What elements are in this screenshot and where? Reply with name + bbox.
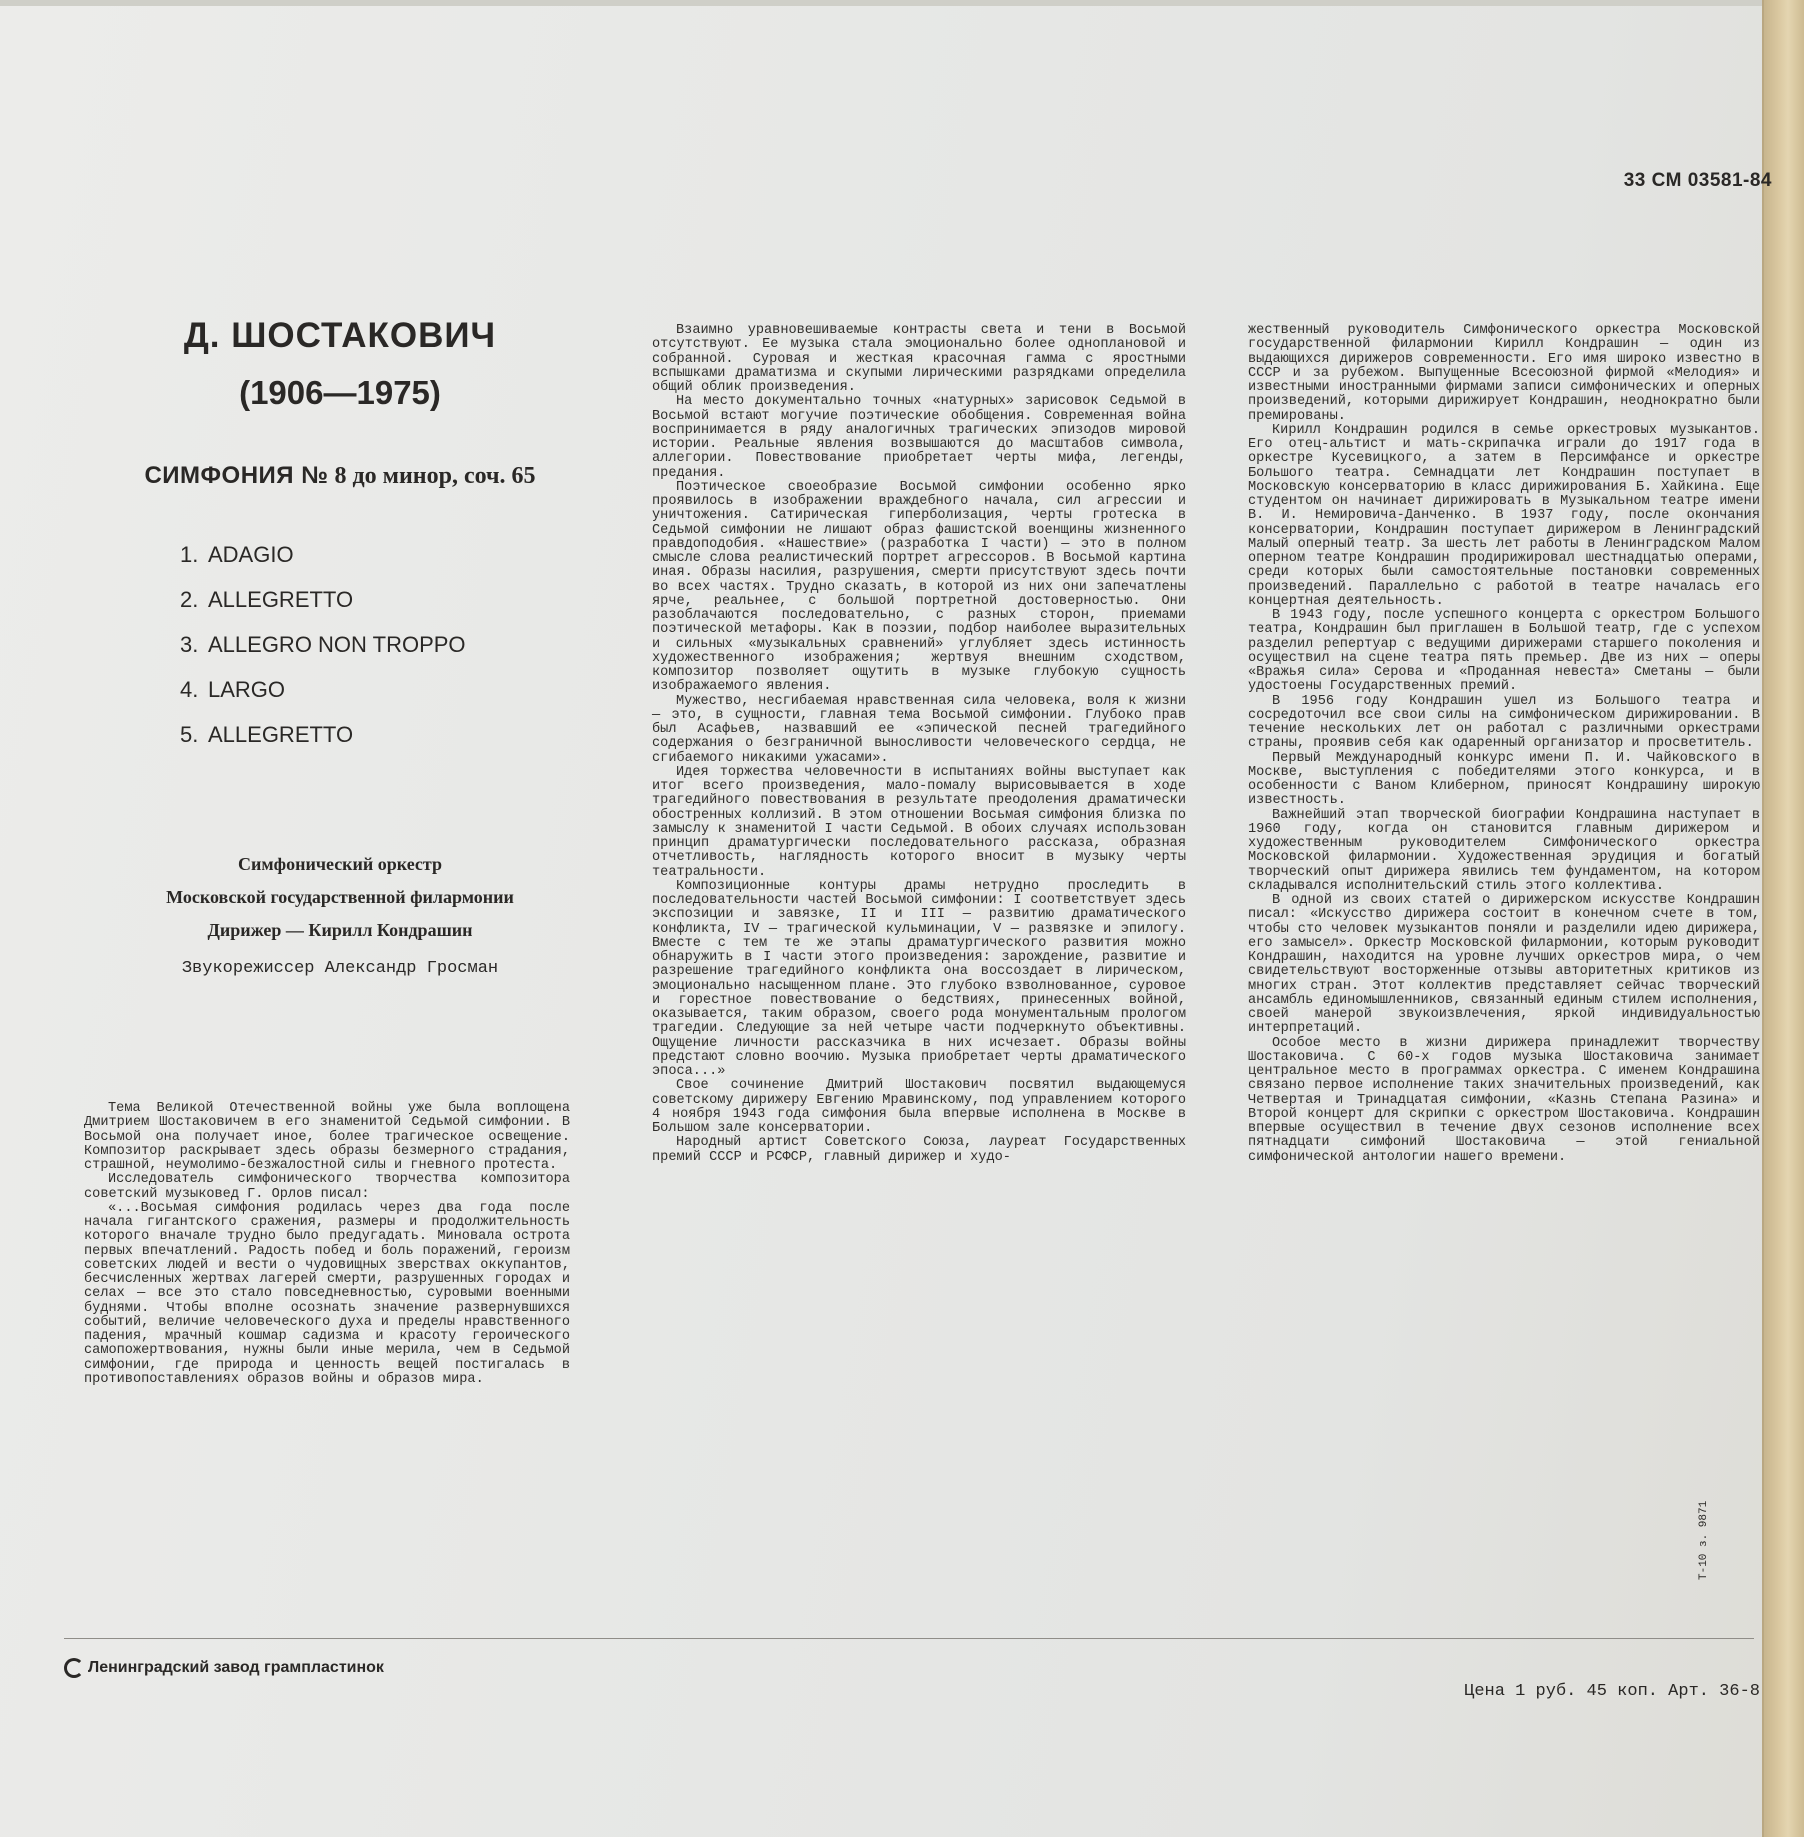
movement-number: 3. <box>180 632 199 657</box>
movement-title: ALLEGRO NON TROPPO <box>208 632 466 657</box>
work-title-prefix: СИМФОНИЯ № <box>144 462 329 489</box>
notes-paragraph: Важнейший этап творческой биографии Кондрашина наступает в 1960 году, когда он становится главным дирижером и художественным руководителем Симфонического оркестра Московской филармонии. Художественная эрудиция и богатый творческий опыт дирижера явились тем фундаментом, на котором складывался исполнительский стиль этого коллектива. <box>1248 807 1760 894</box>
liner-notes-column-3 <box>1248 324 1760 1165</box>
movement-item <box>180 585 466 630</box>
sound-engineer-credit: Звукорежиссер Александр Гросман <box>181 959 499 978</box>
notes-paragraph: «...Восьмая симфония родилась через два года после начала гигантского сражения, размеры и продолжительность которого вначале трудно было предугадать. Миновала острота первых впечатлений. Радость побед и боль поражений, героизм советских людей и вести о чудовищных зверствах оккупантов, бесчисленных жертвах лагерей смерти, разрушенных городах и селах — все это стало повседневностью, суровыми военными буднями. Чтобы вполне осознать значение развернувшихся событий, величие человеческого духа и пределы нравственного падения, мрачный кошмар садизма и красоту героического самопожертвования, нужны были иные мерила, чем в Седьмой симфонии, где природа и ценность вещей постигалась в противопоставлениях образов войны и образов мира. <box>84 1200 570 1387</box>
melodiya-logo-icon <box>64 1658 84 1678</box>
notes-paragraph: Особое место в жизни дирижера принадлежит творчеству Шостаковича. С 60-х годов музыка Шостаковича занимает центральное место в программах оркестра. С именем Кондрашина связано первое исполнение таких значительных произведений, как Четвертая и Тринадцатая симфонии, «Казнь Степана Разина» и Второй концерт для скрипки с оркестром Шостаковича. Кондрашин впервые осуществил в течение двух сезонов исполнение всех пятнадцати симфоний Шостаковича — этой гениальной симфонической антологии нашего времени. <box>1248 1035 1760 1165</box>
composer-years: (1906—1975) <box>239 374 441 411</box>
movement-title: ADAGIO <box>208 542 294 567</box>
record-label <box>64 1653 384 1683</box>
work-title <box>110 462 570 490</box>
notes-paragraph: Композиционные контуры драмы нетрудно проследить в последовательности частей Восьмой симфонии: I соответствует здесь экспозиции и завязке, II и III — развитию драматического конфликта, IV — трагической кульминации, V — развязке и эпилогу. Вместе с тем те же этапы драматургического развития можно обнаружить в I части этого произведения: зарождение, развитие и разрешение трагедийного конфликта она воссоздает в лирическом, эмоционально насыщенном плане. Это глубоко взволнованное, суровое и горестное повествование о бедствиях, принесенных войной, оказывается, таким образом, своего рода монументальным прологом трагедии. Следующие за ней четыре части подчеркнуто объективны. Ощущение личности рассказчика в них исчезает. Образы войны предстают словно воочию. Музыка приобретает черты драматического эпоса...» <box>652 878 1186 1079</box>
movement-item <box>180 630 466 675</box>
notes-paragraph: Свое сочинение Дмитрий Шостакович посвятил выдающемуся советскому дирижеру Евгению Мравинскому, под управлением которого 4 ноября 1943 года симфония была впервые исполнена в Москве в Большом зале консерватории. <box>652 1078 1186 1136</box>
composer-name: Д. ШОСТАКОВИЧ <box>183 316 497 355</box>
work-title-rest: 8 до минор, соч. 65 <box>328 463 536 489</box>
movement-number: 4. <box>180 677 199 702</box>
print-code: Т-10 з. 9871 <box>1698 1500 1710 1580</box>
notes-paragraph: Народный артист Советского Союза, лауреат Государственных премий СССР и РСФСР, главный дирижер и худо- <box>652 1135 1186 1165</box>
liner-notes-column-2 <box>652 324 1186 1165</box>
notes-paragraph: Мужество, несгибаемая нравственная сила человека, воля к жизни — это, в сущности, главная тема Восьмой симфонии. Глубоко прав был Асафьев, назвавший ее «эпической песней трагедийного содержания о безграничной выносливости человеческого сердца, не сгибаемого никакими ужасами». <box>652 693 1186 766</box>
movement-number: 1. <box>180 542 199 567</box>
record-label-name: Ленинградский завод грампластинок <box>88 1659 384 1676</box>
notes-paragraph: жественный руководитель Симфонического оркестра Московской государственной филармонии Кирилл Кондрашин — один из выдающихся дирижеров современности. Его имя широко известно в СССР и за рубежом. Выпущенные Всесоюзной фирмой «Мелодия» и известными иностранными фирмами записи симфонических и оперных произведений, которыми дирижирует Кондрашин, неоднократно были премированы. <box>1248 323 1760 424</box>
notes-paragraph: Идея торжества человечности в испытаниях войны выступает как итог всего произведения, мало-помалу вырисовывается в ходе трагедийного повествования в результате преодоления драматически обостренных коллизий. В этом отношении Восьмая симфония близка по замыслу к знаменитой I части Седьмой. В обоих случаях использован принцип драматургически последовательного рассказа, образная отчетливость, наглядность которого вносит в музыку черты театральности. <box>652 764 1186 880</box>
movement-item <box>180 540 466 585</box>
movement-list <box>180 540 466 765</box>
orchestra-name-line1: Симфонический оркестр <box>238 854 442 874</box>
movement-title: ALLEGRETTO <box>208 587 354 612</box>
liner-notes-column-1 <box>84 1102 570 1387</box>
notes-paragraph: Взаимно уравновешиваемые контрасты света и тени в Восьмой отсутствуют. Ее музыка стала эмоционально более одноплановой и собранной. Суровая и жесткая красочная гамма с яростными вспышками драматизма и скупыми лирическими разрядками определила общий облик произведения. <box>652 323 1186 395</box>
orchestra-name-line2: Московской государственной филармонии <box>166 887 514 907</box>
movement-title: ALLEGRETTO <box>208 722 354 747</box>
notes-paragraph: В 1943 году, после успешного концерта с оркестром Большого театра, Кондрашин был приглашен в Большой театр, где с успехом разделил репертуар с ведущими дирижерами старшего поколения и осуществил на сцене театра пять премьер. Две из них — оперы «Вражья сила» Серова и «Проданная невеста» Сметаны — были удостоены Государственных премий. <box>1248 608 1760 695</box>
movement-item <box>180 720 466 765</box>
notes-paragraph: В 1956 году Кондрашин ушел из Большого театра и сосредоточил все свои силы на симфоническом дирижировании. В течение нескольких лет он работал с различными оркестрами страны, проявив себя как одаренный организатор и просветитель. <box>1248 693 1760 752</box>
sleeve-top-edge <box>0 0 1764 6</box>
price-line: Цена 1 руб. 45 коп. Арт. 36-8 <box>1464 1682 1760 1701</box>
notes-paragraph: Поэтическое своеобразие Восьмой симфонии особенно ярко проявилось в изображении враждебного начала, сил агрессии и уничтожения. Сатирическая гиперболизация, черты гротеска в Седьмой симфонии не лишают образ фашистской военщины жизненного правдоподобия. «Нашествие» (разработка I части) — это в полном смысле слова реалистический портрет агрессоров. В Восьмой картина иная. Образы насилия, разрушения, смерти присутствуют здесь почти во всех частях. Трудно сказать, в которой из них они запечатлены ярче, реальнее, с большой портретной достоверностью. Они разоблачаются последовательно, с разных сторон, приемами поэтической метафоры. Как в поэзии, подбор наиболее выразительных и сильных «музыкальных сравнений» углубляет здесь истинность художественного изображения; жертвуя внешним сходством, композитор позволяет ощутить в музыке глубокую сущность изображаемого явления. <box>652 479 1186 695</box>
movement-number: 5. <box>180 722 199 747</box>
movement-title: LARGO <box>208 677 286 702</box>
notes-paragraph: На место документально точных «натурных» зарисовок Седьмой в Восьмой встают могучие поэтические обобщения. Современная война воспринимается в ряду аналогичных трагических эпизодов мировой истории. Реальные явления возвышаются до масштабов символа, аллегории. Повествование приобретает черты мифа, легенды, предания. <box>652 394 1186 481</box>
notes-paragraph: Первый Международный конкурс имени П. И. Чайковского в Москве, выступления с победителями этого конкурса, и в особенности с Ваном Клиберном, приносят Кондрашину широкую известность. <box>1248 750 1760 809</box>
notes-paragraph: Исследователь симфонического творчества композитора советский музыковед Г. Орлов писал: <box>84 1172 570 1202</box>
notes-paragraph: Кирилл Кондрашин родился в семье оркестровых музыкантов. Его отец-альтист и мать-скрипачка играли до 1917 года в оркестре Кусевицкого, а затем в Персимфансе и оркестре Большого театра. Семнадцати лет Кондрашин поступает в Московскую консерваторию в класс дирижирования Б. Хайкина. Еще студентом он начинает дирижировать в Музыкальном театре имени В. И. Немировича-Данченко. В 1937 году, после окончания консерватории, Кондрашин поступает дирижером в Ленинградский Малый оперный театр. За шесть лет работы в Ленинградском Малом оперном театре Кондрашин продирижировал шестнадцатью операми, среди которых были самостоятельные постановки современных произведений. Параллельно с работой в театре началась его концертная деятельность. <box>1248 422 1760 609</box>
footer-divider <box>64 1638 1754 1639</box>
notes-paragraph: Тема Великой Отечественной войны уже была воплощена Дмитрием Шостаковичем в его знаменитой Седьмой симфонии. В Восьмой она получает иное, более трагическое освещение. Композитор раскрывает здесь образы безмерного страдания, страшной, неумолимо-безжалостной силы и гневного протеста. <box>84 1101 570 1173</box>
catalog-number: 33 СМ 03581-84 <box>1623 170 1772 191</box>
conductor-credit: Дирижер — Кирилл Кондрашин <box>207 920 473 940</box>
performer-credits <box>110 852 570 990</box>
sleeve-spine <box>1762 0 1804 1837</box>
notes-paragraph: В одной из своих статей о дирижерском искусстве Кондрашин писал: «Искусство дирижера состоит в конечном счете в том, чтобы сто человек музыкантов поняли и разделили идею дирижера, его замысел». Оркестр Московской филармонии, которым руководит Кондрашин, находится на уровне лучших оркестров мира, о чем свидетельствуют восторженные отзывы авторитетных критиков из многих стран. Этот коллектив представляет сейчас творческий ансамбль единомышленников, связанный единым стилем исполнения, своей манерой звукоизвлечения, яркой индивидуальностью интерпретаций. <box>1248 893 1760 1037</box>
movement-item <box>180 675 466 720</box>
movement-number: 2. <box>180 587 199 612</box>
